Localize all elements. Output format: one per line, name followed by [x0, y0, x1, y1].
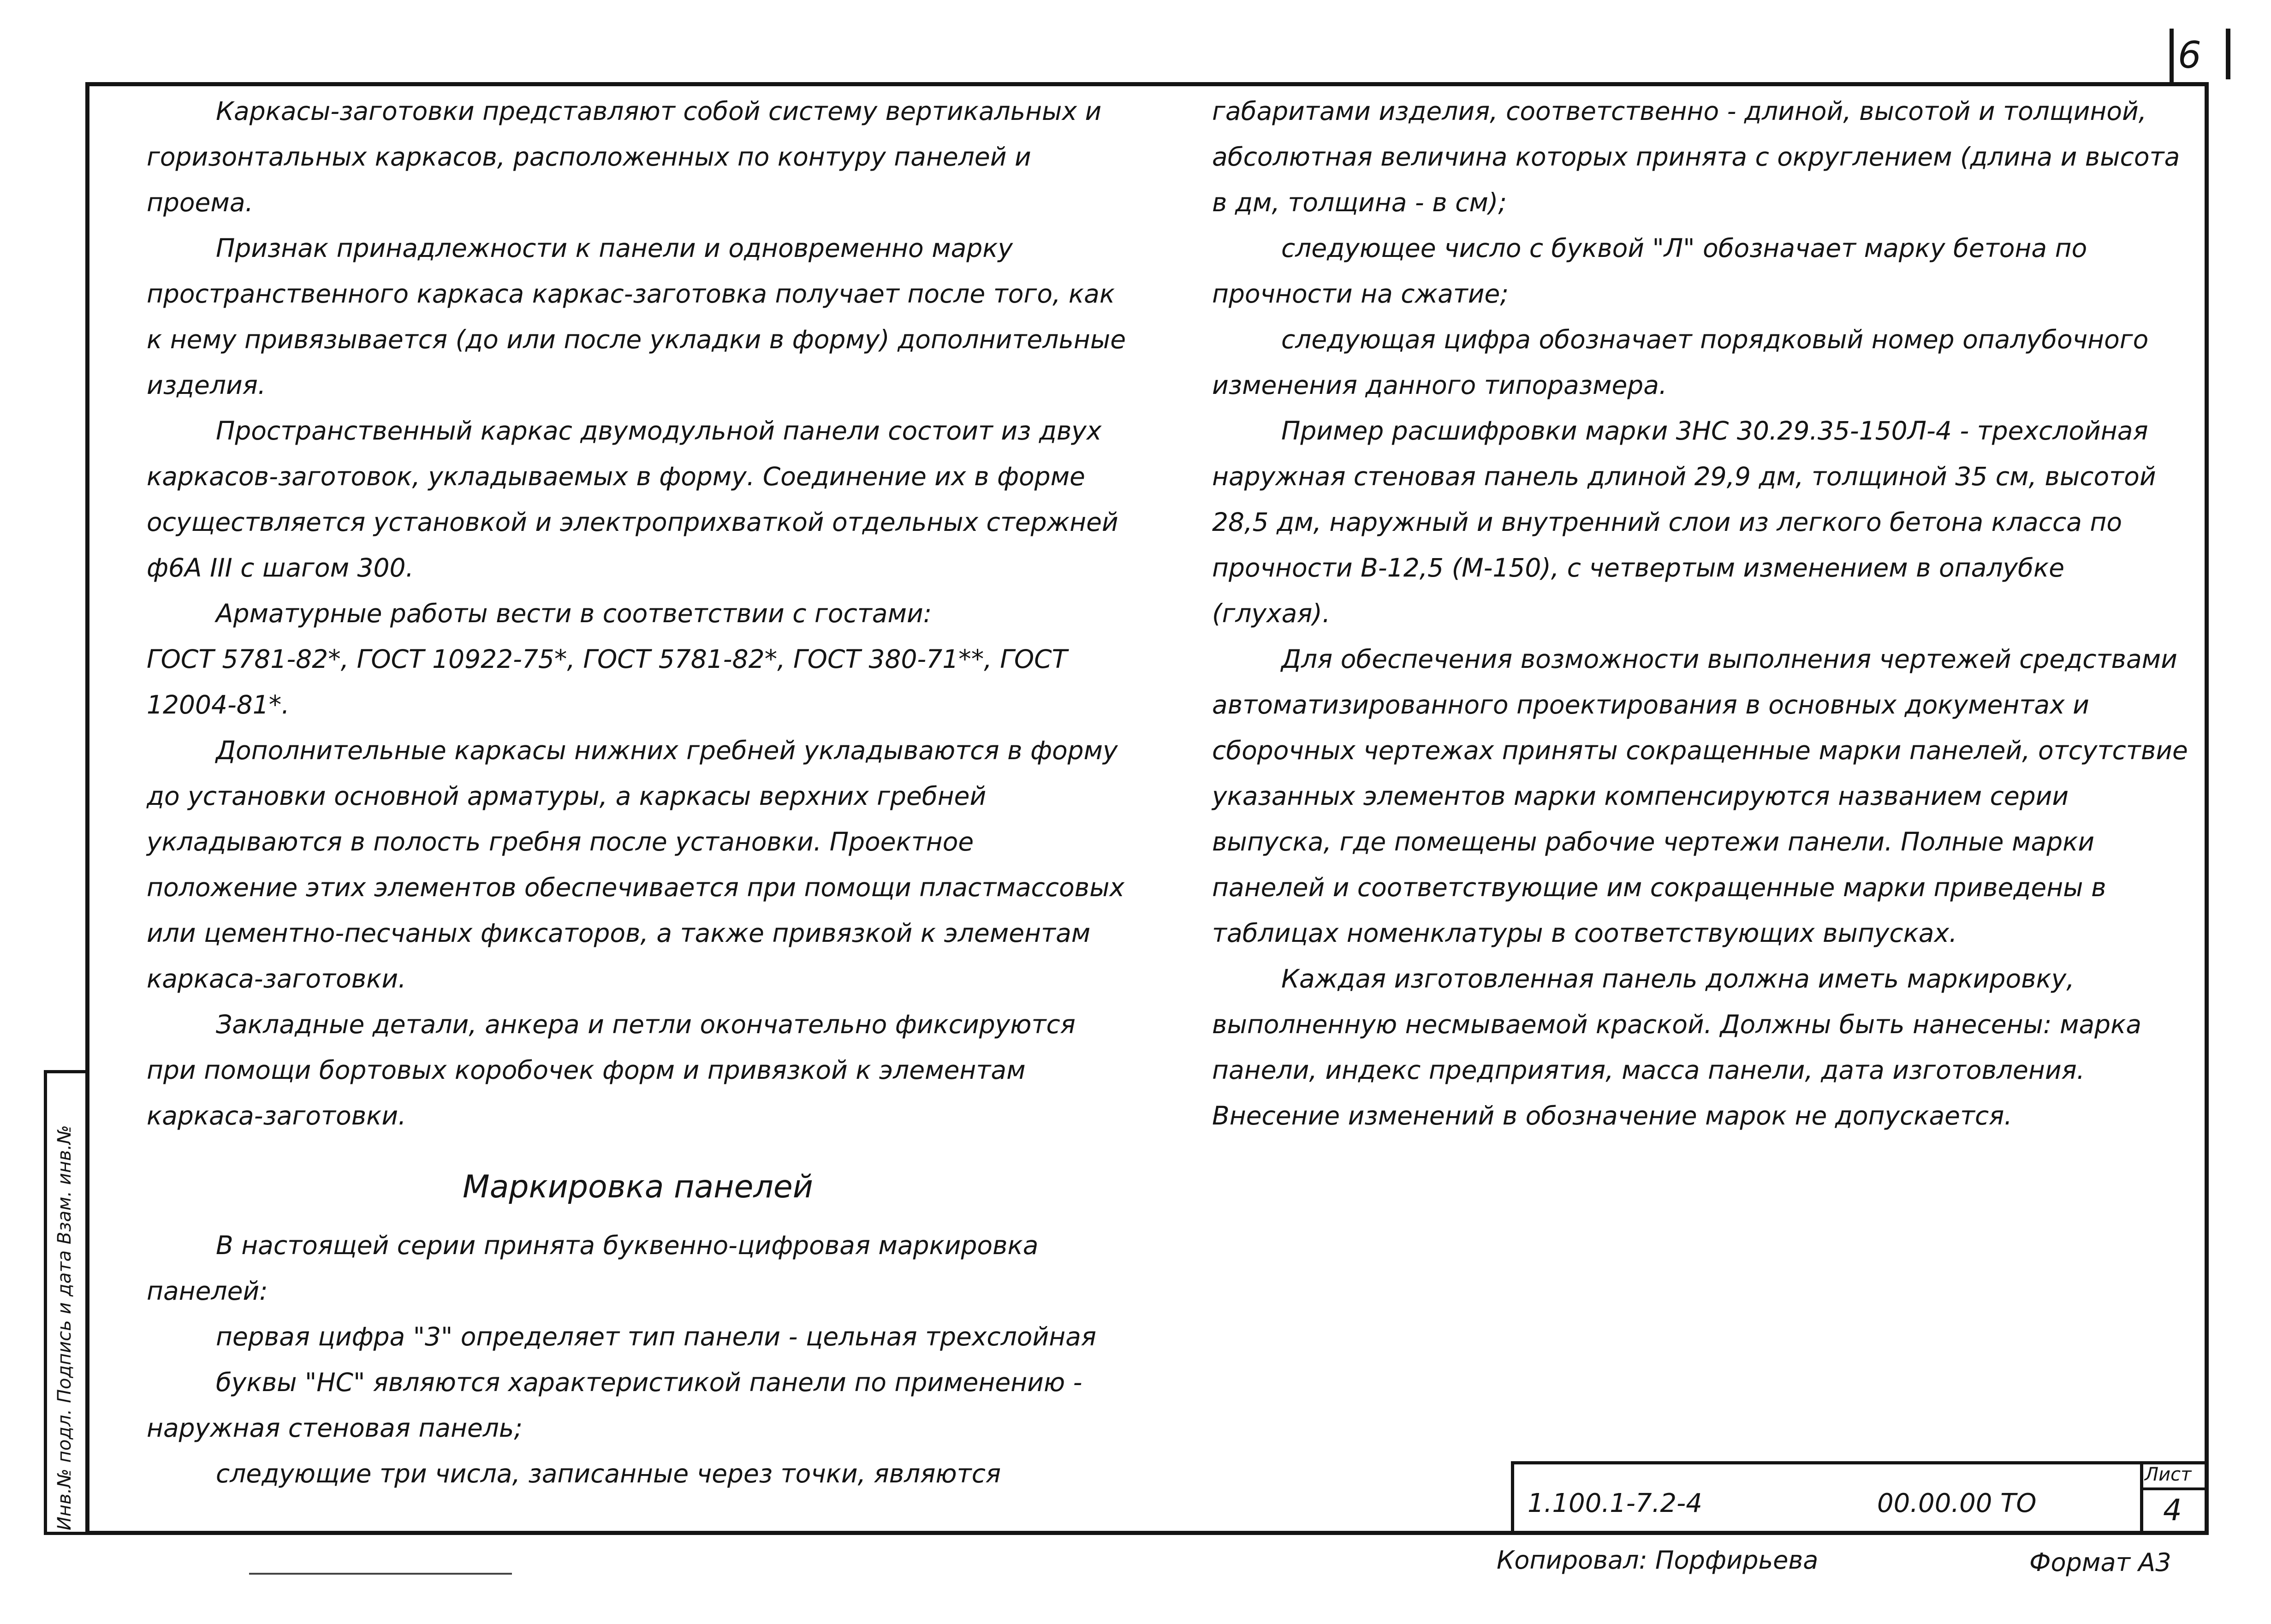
sheet-label: Лист [2145, 1464, 2192, 1485]
paragraph: первая цифра "3" определяет тип панели - цельная трехслойная [216, 1322, 1096, 1351]
paragraph: габаритами изделия, соответственно - длиной, высотой и толщиной, абсолютная величина которых принята с округлением (длина и высота в дм, толщина - в см); [1212, 96, 2180, 217]
paragraph: Пример расшифровки марки 3НС 30.29.35-150Л-4 - трехслойная наружная стеновая панель длиной 29,9 дм, толщиной 35 см, высотой 28,5 дм, наружный и внутренний слои из легкого бетона класса по прочности В-12,5 (М-150), с четвертым изменением в опалубке (глухая). [1212, 416, 2156, 628]
paragraph-gost-list: ГОСТ 5781-82*, ГОСТ 10922-75*, ГОСТ 5781-82*, ГОСТ 380-71**, ГОСТ 12004-81*. [147, 644, 1068, 720]
paragraph: следующее число с буквой "Л" обозначает марку бетона по прочности на сжатие; [1212, 233, 2087, 309]
section-title: Маркировка панелей [463, 1169, 813, 1205]
title-block-divider [2140, 1461, 2143, 1535]
paragraph: следующая цифра обозначает порядковый номер опалубочного изменения данного типоразмера. [1212, 325, 2149, 400]
paragraph: Арматурные работы вести в соответствии с гостами: [216, 599, 932, 628]
left-text-column [147, 89, 1129, 1497]
sheet-number: 4 [2163, 1493, 2182, 1528]
series-code: 1.100.1-7.2-4 [1528, 1488, 1702, 1518]
corner-sheet-number: 6 [2178, 34, 2201, 77]
bottom-rule [249, 1573, 512, 1575]
paper-format: Формат А3 [2029, 1548, 2171, 1577]
paragraph: Закладные детали, анкера и петли окончательно фиксируются при помощи бортовых коробочек форм и привязкой к элементам каркаса-заготовки. [147, 1010, 1076, 1130]
paragraph: буквы "НС" являются характеристикой панели по применению - наружная стеновая панель; [147, 1368, 1082, 1443]
document-code: 00.00.00 ТО [1877, 1488, 2037, 1518]
copied-by: Копировал: Порфирьева [1497, 1546, 1819, 1575]
paragraph: Каркасы-заготовки представляют собой систему вертикальных и горизонтальных каркасов, расположенных по контуру панелей и проема. [147, 96, 1102, 217]
paragraph: Пространственный каркас двумодульной панели состоит из двух каркасов-заготовок, укладываемых в форму. Соединение их в форме осуществляется установкой и электроприхваткой отдельных стержней ф6А III с шагом 300. [147, 416, 1118, 583]
paragraph: Дополнительные каркасы нижних гребней укладываются в форму до установки основной арматуры, а каркасы верхних гребней укладываются в полость гребня после установки. Проектное положение этих элементов обеспечивается при помощи пластмассовых или цементно-песчаных фиксаторов, а также привязкой к элементам каркаса-заготовки. [147, 736, 1125, 993]
paragraph: В настоящей серии принята буквенно-цифровая маркировка панелей: [147, 1231, 1039, 1306]
corner-mark [2226, 29, 2230, 79]
paragraph: Каждая изготовленная панель должна иметь маркировку, выполненную несмываемой краской. Должны быть нанесены: марка панели, индекс предприятия, масса панели, дата изготовления. Внесение изменений в обозначение марок не допускается. [1212, 964, 2142, 1130]
right-text-column [1212, 89, 2190, 1139]
paragraph: Признак принадлежности к панели и одновременно марку пространственного каркаса каркас-заготовка получает после того, как к нему привязывается (до или после укладки в форму) дополнительные изделия. [147, 233, 1126, 400]
side-stamp-label: Инв.№ подл. Подпись и дата Взам. инв.№ [54, 1125, 75, 1530]
paragraph: следующие три числа, записанные через точки, являются [216, 1459, 1001, 1488]
paragraph: Для обеспечения возможности выполнения чертежей средствами автоматизированного проектирования в основных документах и сборочных чертежах приняты сокращенные марки панелей, отсутствие указанных элементов марки компенсируются названием серии выпуска, где помещены рабочие чертежи панели. Полные марки панелей и соответствующие им сокращенные марки приведены в таблицах номенклатуры в соответствующих выпусках. [1212, 644, 2188, 948]
